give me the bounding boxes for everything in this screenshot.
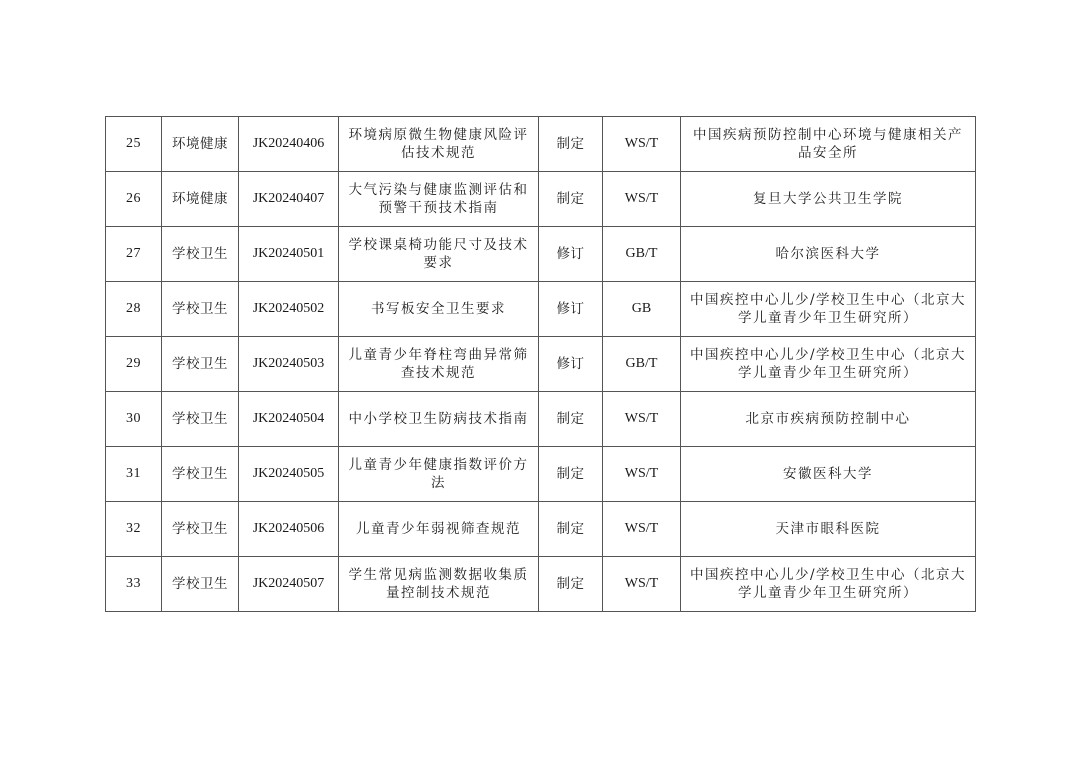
row-number: 32 xyxy=(106,502,162,557)
table-row xyxy=(106,117,976,172)
row-revision-type: 制定 xyxy=(539,447,603,502)
row-standard-name: 学校课桌椅功能尺寸及技术要求 xyxy=(339,227,539,282)
row-responsible-unit: 中国疾控中心儿少/学校卫生中心（北京大学儿童青少年卫生研究所） xyxy=(681,282,976,337)
table-row xyxy=(106,447,976,502)
row-revision-type: 制定 xyxy=(539,172,603,227)
table-row xyxy=(106,227,976,282)
row-standard-name: 中小学校卫生防病技术指南 xyxy=(339,392,539,447)
row-standard-type: WS/T xyxy=(603,392,681,447)
row-category: 学校卫生 xyxy=(162,392,239,447)
row-project-code: JK20240501 xyxy=(239,227,339,282)
row-number: 25 xyxy=(106,117,162,172)
table-row xyxy=(106,502,976,557)
row-number: 28 xyxy=(106,282,162,337)
row-standard-type: GB/T xyxy=(603,227,681,282)
row-revision-type: 制定 xyxy=(539,557,603,612)
row-revision-type: 修订 xyxy=(539,337,603,392)
row-number: 27 xyxy=(106,227,162,282)
row-category: 学校卫生 xyxy=(162,447,239,502)
row-standard-type: WS/T xyxy=(603,557,681,612)
row-standard-type: WS/T xyxy=(603,117,681,172)
table-row xyxy=(106,557,976,612)
row-category: 学校卫生 xyxy=(162,282,239,337)
row-project-code: JK20240406 xyxy=(239,117,339,172)
table-row xyxy=(106,337,976,392)
row-category: 学校卫生 xyxy=(162,502,239,557)
row-responsible-unit: 中国疾控中心儿少/学校卫生中心（北京大学儿童青少年卫生研究所） xyxy=(681,557,976,612)
row-number: 29 xyxy=(106,337,162,392)
row-standard-type: GB/T xyxy=(603,337,681,392)
table-row xyxy=(106,172,976,227)
row-project-code: JK20240502 xyxy=(239,282,339,337)
row-responsible-unit: 中国疾控中心儿少/学校卫生中心（北京大学儿童青少年卫生研究所） xyxy=(681,337,976,392)
row-project-code: JK20240505 xyxy=(239,447,339,502)
row-standard-type: WS/T xyxy=(603,172,681,227)
row-number: 30 xyxy=(106,392,162,447)
row-standard-name: 儿童青少年健康指数评价方法 xyxy=(339,447,539,502)
row-project-code: JK20240407 xyxy=(239,172,339,227)
row-standard-type: WS/T xyxy=(603,447,681,502)
row-number: 26 xyxy=(106,172,162,227)
row-responsible-unit: 中国疾病预防控制中心环境与健康相关产品安全所 xyxy=(681,117,976,172)
row-category: 环境健康 xyxy=(162,172,239,227)
row-revision-type: 制定 xyxy=(539,502,603,557)
row-responsible-unit: 安徽医科大学 xyxy=(681,447,976,502)
row-revision-type: 修订 xyxy=(539,227,603,282)
standards-table xyxy=(105,116,976,612)
row-project-code: JK20240503 xyxy=(239,337,339,392)
row-category: 学校卫生 xyxy=(162,227,239,282)
row-standard-name: 大气污染与健康监测评估和预警干预技术指南 xyxy=(339,172,539,227)
row-category: 学校卫生 xyxy=(162,557,239,612)
row-project-code: JK20240504 xyxy=(239,392,339,447)
table-body xyxy=(106,117,976,612)
table-row xyxy=(106,392,976,447)
row-standard-name: 儿童青少年脊柱弯曲异常筛查技术规范 xyxy=(339,337,539,392)
row-revision-type: 修订 xyxy=(539,282,603,337)
row-responsible-unit: 天津市眼科医院 xyxy=(681,502,976,557)
row-revision-type: 制定 xyxy=(539,392,603,447)
row-category: 环境健康 xyxy=(162,117,239,172)
row-number: 31 xyxy=(106,447,162,502)
row-project-code: JK20240506 xyxy=(239,502,339,557)
row-standard-type: WS/T xyxy=(603,502,681,557)
row-responsible-unit: 北京市疾病预防控制中心 xyxy=(681,392,976,447)
row-standard-name: 环境病原微生物健康风险评估技术规范 xyxy=(339,117,539,172)
row-number: 33 xyxy=(106,557,162,612)
row-standard-name: 书写板安全卫生要求 xyxy=(339,282,539,337)
row-responsible-unit: 哈尔滨医科大学 xyxy=(681,227,976,282)
row-category: 学校卫生 xyxy=(162,337,239,392)
row-standard-type: GB xyxy=(603,282,681,337)
row-standard-name: 学生常见病监测数据收集质量控制技术规范 xyxy=(339,557,539,612)
row-revision-type: 制定 xyxy=(539,117,603,172)
row-responsible-unit: 复旦大学公共卫生学院 xyxy=(681,172,976,227)
row-standard-name: 儿童青少年弱视筛查规范 xyxy=(339,502,539,557)
row-project-code: JK20240507 xyxy=(239,557,339,612)
table-row xyxy=(106,282,976,337)
